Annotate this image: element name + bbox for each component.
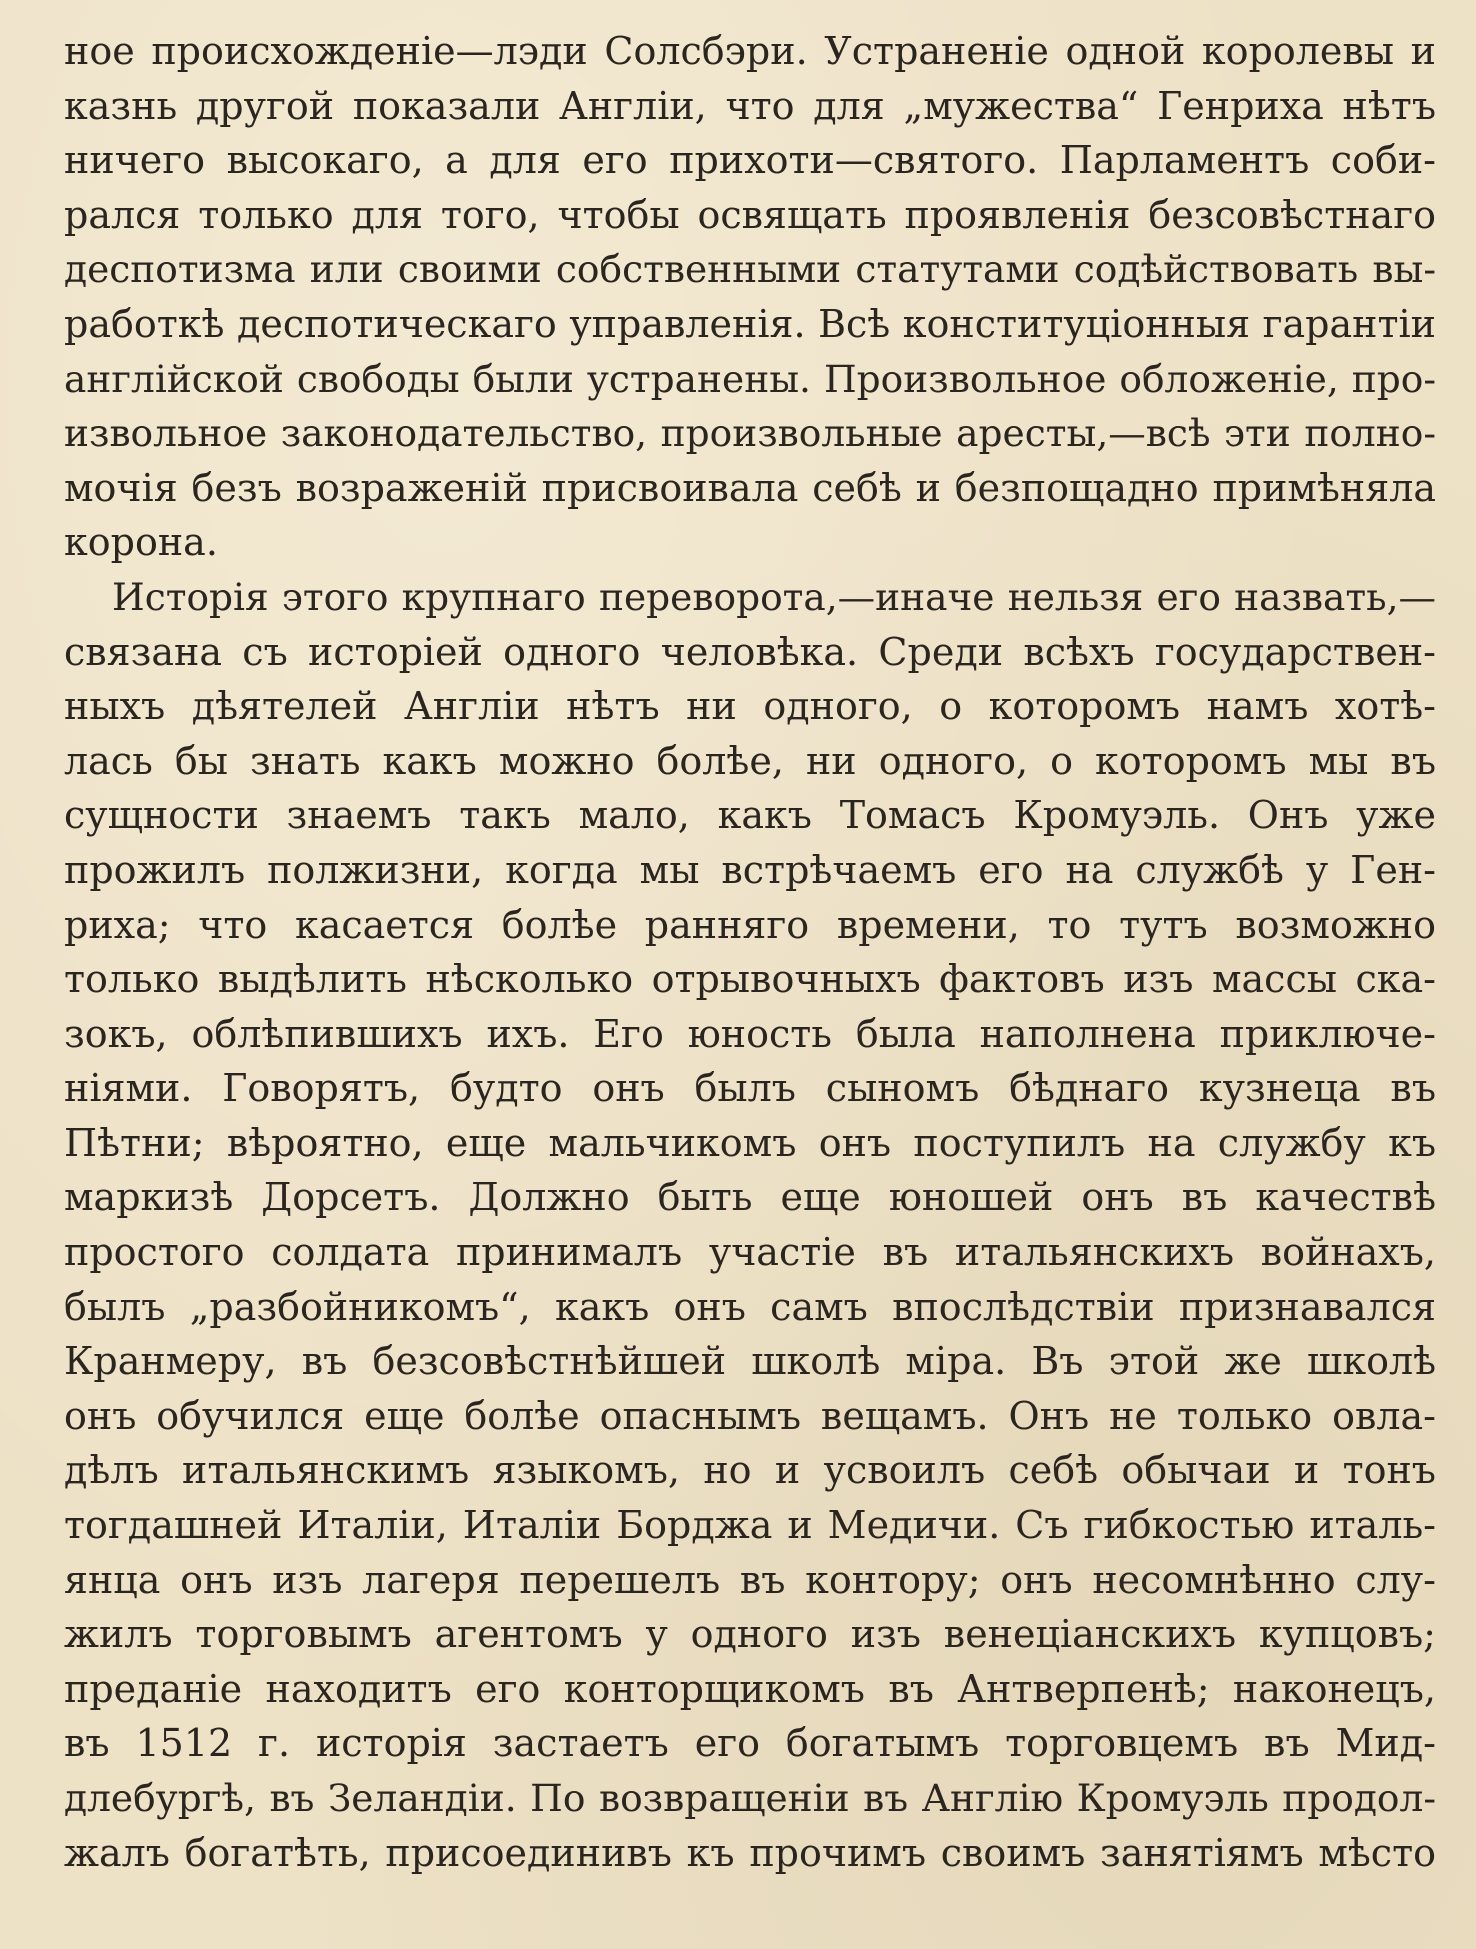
- text-line: жалъ богатѣть, присоединивъ къ прочимъ своимъ занятіямъ мѣсто: [64, 1830, 1436, 1875]
- text-line: Кранмеру, въ безсовѣстнѣйшей школѣ міра. Въ этой же школѣ: [64, 1339, 1436, 1384]
- text-line: простого солдата принималъ участіе въ итальянскихъ войнахъ,: [64, 1230, 1436, 1275]
- text-line: былъ „разбойникомъ“, какъ онъ самъ впослѣдствіи признавался: [64, 1284, 1436, 1329]
- text-line: рался только для того, чтобы освящать проявленія безсовѣстнаго: [64, 192, 1436, 237]
- text-line: жилъ торговымъ агентомъ у одного изъ венеціанскихъ купцовъ;: [64, 1612, 1436, 1657]
- text-line: тогдашней Италіи, Италіи Борджа и Медичи. Съ гибкостью италь-: [64, 1503, 1436, 1548]
- text-line: въ 1512 г. исторія застаетъ его богатымъ торговцемъ въ Мид-: [64, 1721, 1436, 1766]
- text-line: только выдѣлить нѣсколько отрывочныхъ фактовъ изъ массы ска-: [64, 957, 1436, 1002]
- body-text: [64, 24, 1436, 1880]
- text-line: Пѣтни; вѣроятно, еще мальчикомъ онъ поступилъ на службу къ: [64, 1120, 1436, 1165]
- text-line: риха; что касается болѣе ранняго времени, то тутъ возможно: [64, 902, 1436, 947]
- text-line: лась бы знать какъ можно болѣе, ни одного, о которомъ мы въ: [64, 738, 1436, 783]
- text-line: связана съ исторіей одного человѣка. Среди всѣхъ государствен-: [64, 629, 1436, 674]
- text-line: ничего высокаго, а для его прихоти—святого. Парламентъ соби-: [64, 138, 1436, 183]
- text-line: деспотизма или своими собственными статутами содѣйствовать вы-: [64, 247, 1436, 292]
- text-line: англійской свободы были устранены. Произвольное обложеніе, про-: [64, 356, 1436, 401]
- text-line: сущности знаемъ такъ мало, какъ Томасъ Кромуэль. Онъ уже: [64, 793, 1436, 838]
- text-line: онъ обучился еще болѣе опаснымъ вещамъ. Онъ не только овла-: [64, 1393, 1436, 1438]
- text-line: ное происхожденіе—лэди Солсбэри. Устраненіе одной королевы и: [64, 29, 1436, 73]
- text-line: маркизѣ Дорсетъ. Должно быть еще юношей онъ въ качествѣ: [64, 1175, 1436, 1220]
- text-line: ніями. Говорятъ, будто онъ былъ сыномъ бѣднаго кузнеца въ: [64, 1066, 1436, 1111]
- text-line: дѣлъ итальянскимъ языкомъ, но и усвоилъ себѣ обычаи и тонъ: [64, 1448, 1436, 1493]
- text-line: длебургѣ, въ Зеландіи. По возвращеніи въ Англію Кромуэль продол-: [64, 1776, 1436, 1820]
- text-line: янца онъ изъ лагеря перешелъ въ контору; онъ несомнѣнно слу-: [64, 1557, 1436, 1602]
- text-line: прожилъ полжизни, когда мы встрѣчаемъ его на службѣ у Ген-: [64, 847, 1436, 892]
- text-line: корона.: [64, 520, 218, 565]
- text-line: казнь другой показали Англіи, что для „мужества“ Генриха нѣтъ: [64, 83, 1436, 128]
- paragraph-2: [64, 570, 1436, 1880]
- text-line: зокъ, облѣпившихъ ихъ. Его юность была наполнена приключе-: [64, 1011, 1436, 1056]
- text-line: извольное законодательство, произвольные аресты,—всѣ эти полно-: [64, 411, 1436, 456]
- text-line: ныхъ дѣятелей Англіи нѣтъ ни одного, о которомъ намъ хотѣ-: [64, 684, 1436, 729]
- text-line: работкѣ деспотическаго управленія. Всѣ конституціонныя гарантіи: [64, 301, 1436, 346]
- text-line: преданіе находитъ его конторщикомъ въ Антверпенѣ; наконецъ,: [64, 1666, 1436, 1711]
- paragraph-1: [64, 24, 1436, 570]
- text-line: Исторія этого крупнаго переворота,—иначе нельзя его назвать,—: [112, 574, 1436, 619]
- text-line: мочія безъ возраженій присвоивала себѣ и безпощадно примѣняла: [64, 465, 1436, 510]
